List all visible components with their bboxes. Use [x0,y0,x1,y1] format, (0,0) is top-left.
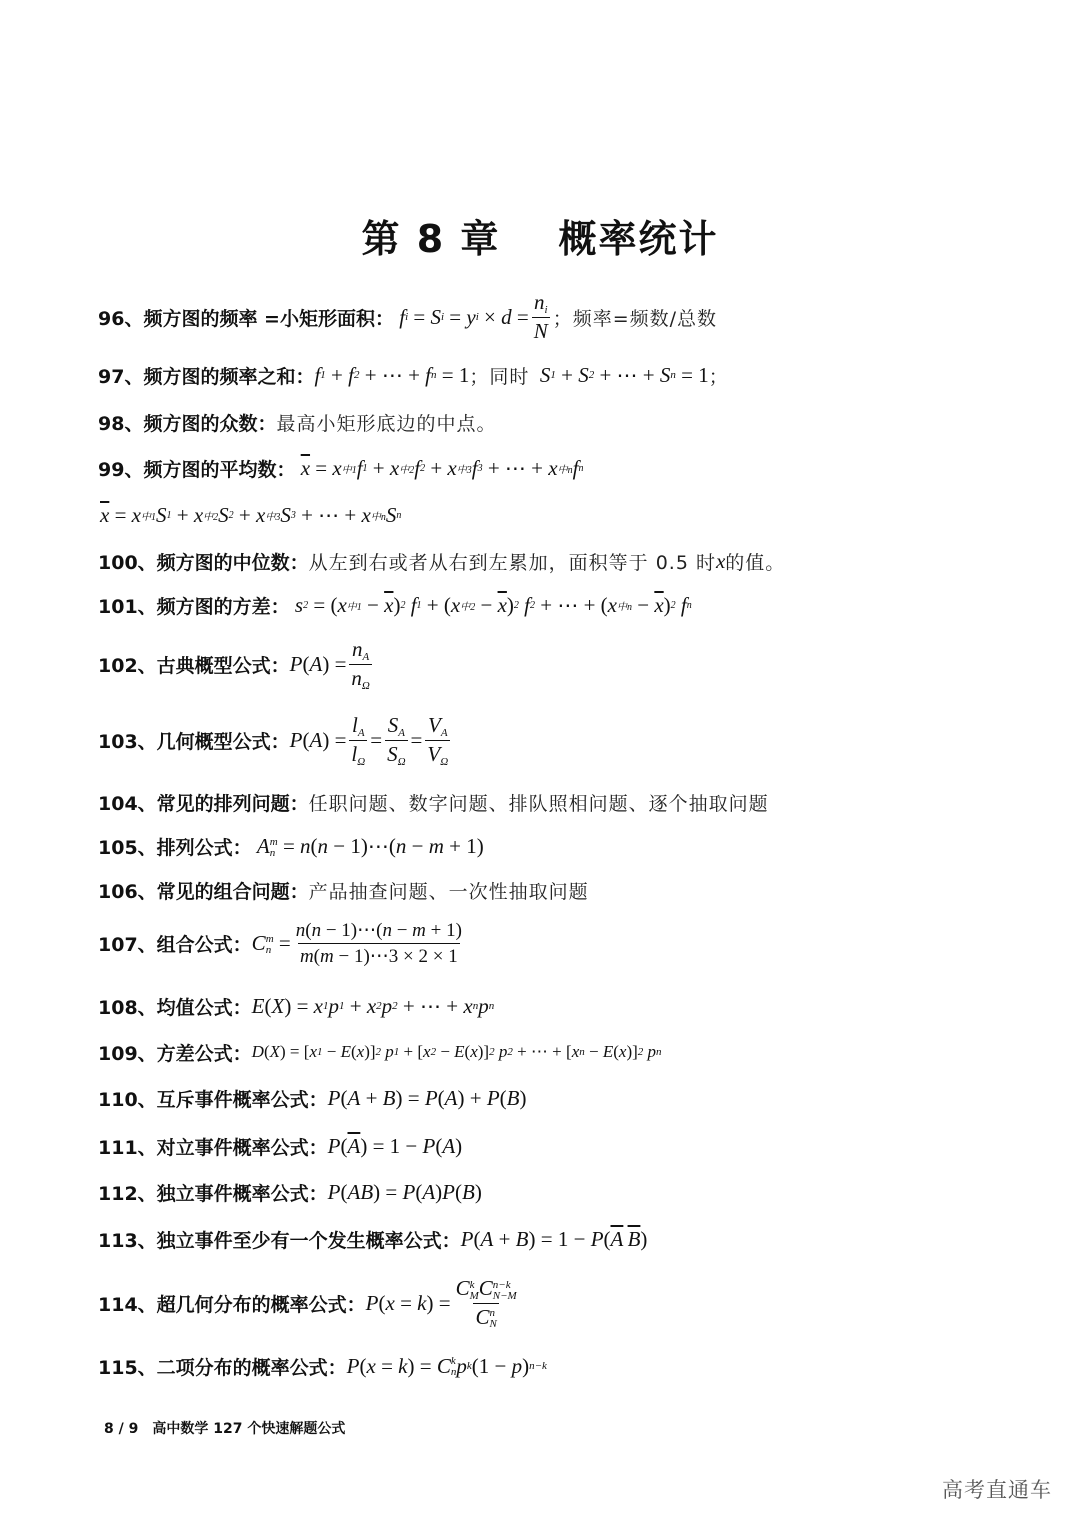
item-label: 111、对立事件概率公式： [98,1136,328,1159]
formula: P ( x = k ) = C k n p k (1 − p ) n−k [346,1353,547,1378]
formula: E ( X ) = x 1 p 1 + x 2 p 2 + ⋯ + x n p n [251,993,495,1018]
formula-row-97 [98,353,729,397]
item-label: 109、方差公式： [98,1042,252,1065]
item-label: 114、超几何分布的概率公式： [98,1293,366,1316]
chapter-number: 第 8 章 [361,217,501,261]
formula-row-104 [98,780,769,824]
formula-row-102 [98,638,375,690]
item-label: 97、频方图的频率之和： [98,365,315,388]
formula-row-98 [98,400,496,444]
item-label: 115、二项分布的概率公式： [98,1356,347,1379]
item-label: 103、几何概型公式： [98,730,290,753]
formula-row-108 [98,984,494,1028]
formula-row-113 [98,1217,647,1261]
chapter-title [0,208,1080,263]
formula-row-103 [98,713,453,767]
item-label: 96、频方图的频率 =小矩形面积： [98,307,394,330]
item-text: ； [708,365,729,388]
item-text: 的值。 [725,551,786,574]
item-text: 产品抽查问题、一次性抽取问题 [308,880,589,903]
item-label: 99、频方图的平均数： [98,458,296,481]
item-label: 107、组合公式： [98,933,252,956]
formula-row-107 [98,917,467,969]
page-number: 8 / 9 [104,1421,139,1437]
formula: S 1 + S 2 + ⋯ + S n = 1 [539,362,709,387]
document-title: 高中数学 127 个快速解题公式 [152,1421,346,1437]
formula: P ( A + B ) = 1 − P ( $\overline{A}$ $\overline{B}$ ) [460,1226,648,1251]
formula-row-114 [98,1273,522,1333]
formula: P ( A ) = $\frac{n_A}{n_\Omega}$ [289,636,370,692]
item-label: 113、独立事件至少有一个发生概率公式： [98,1229,461,1252]
formula-row-96 [98,290,718,343]
formula-row-115 [98,1344,547,1388]
formula: A m n = n ( n − 1)⋯( n − m + 1) [256,833,484,859]
formula: f i = S i = y i × d = $\frac{n_i}{N}$ [399,290,548,343]
item-label: 102、古典概型公式： [98,654,290,677]
formula: $\overline{x}$ = x 中1 f 1 + x 中2 f 2 + x 中3 f 3 + ⋯ + x 中n f n [300,455,584,480]
item-text: 从左到右或者从右到左累加，面积等于 0.5 时 [308,551,716,574]
item-label: 98、频方图的众数： [98,412,277,435]
page-footer [104,1418,359,1438]
item-text: 最高小矩形底边的中点。 [276,412,497,435]
formula-row-110 [98,1076,527,1120]
formula: f 1 + f 2 + ⋯ + f n = 1 [314,362,470,387]
item-label: 101、频方图的方差： [98,595,290,618]
item-label: 104、常见的排列问题： [98,792,309,815]
item-label: 110、互斥事件概率公式： [98,1088,328,1111]
formula: s 2 = ( x 中1 − $\overline{x}$ ) 2 f 1 + ( x 中2 − $\overline{x}$ ) 2 f 2 + ⋯ + ( x 中n − $\overline{x}$ ) 2 f n [294,592,692,617]
item-text: 任职问题、数字问题、排队照相问题、逐个抽取问题 [308,792,769,815]
formula: P ( A ) = $\frac{l_A}{l_\Omega}$ = $\frac{S_A}{S_\Omega}$ = $\frac{V_A}{V_\Omega}$ [289,712,449,768]
formula-row-106 [98,868,589,912]
formula: x [715,548,726,573]
watermark: 高考直通车 [942,1478,1052,1502]
item-text: ；同时 [469,365,530,388]
item-label: 112、独立事件概率公式： [98,1182,328,1205]
item-label: 100、频方图的中位数： [98,551,309,574]
formula-row-99b [100,493,401,537]
formula-row-101 [98,583,692,627]
formula: C m n = $\frac{n(n - 1)\cdots(n - m + 1)}{m(m - 1)\cdots 3 \times 2 \times 1}$ [251,919,462,967]
item-label: 108、均值公式： [98,996,252,1019]
item-label: 106、常见的组合问题： [98,880,309,903]
formula-row-105 [98,824,484,868]
formula: $\overline{x}$ = x 中1 S 1 + x 中2 S 2 + x 中3 S 3 + ⋯ + x 中n S n [100,502,402,527]
formula: P ( A + B ) = P ( A ) + P ( B ) [327,1085,527,1110]
formula: D ( X ) = [ x 1 − E ( x )] 2 p 1 + [ x 2 − E ( x )] 2 p 2 + ⋯ + [ x n − E ( x )] 2 p n [251,1042,662,1061]
formula-row-100 [98,539,785,583]
item-label: 105、排列公式： [98,836,252,859]
item-note: ；频率=频数/总数 [552,307,718,330]
formula-row-99 [98,446,583,490]
formula-row-109 [98,1030,662,1074]
formula-row-112 [98,1170,482,1214]
formula: P ( $\overline{A}$ ) = 1 − P ( A ) [327,1133,463,1158]
formula: P ( AB ) = P ( A ) P ( B ) [327,1179,482,1204]
formula-row-111 [98,1124,462,1168]
chapter-name: 概率统计 [558,217,719,261]
formula: P ( x = k ) = C k M C n−k N−M C n N [365,1276,517,1330]
